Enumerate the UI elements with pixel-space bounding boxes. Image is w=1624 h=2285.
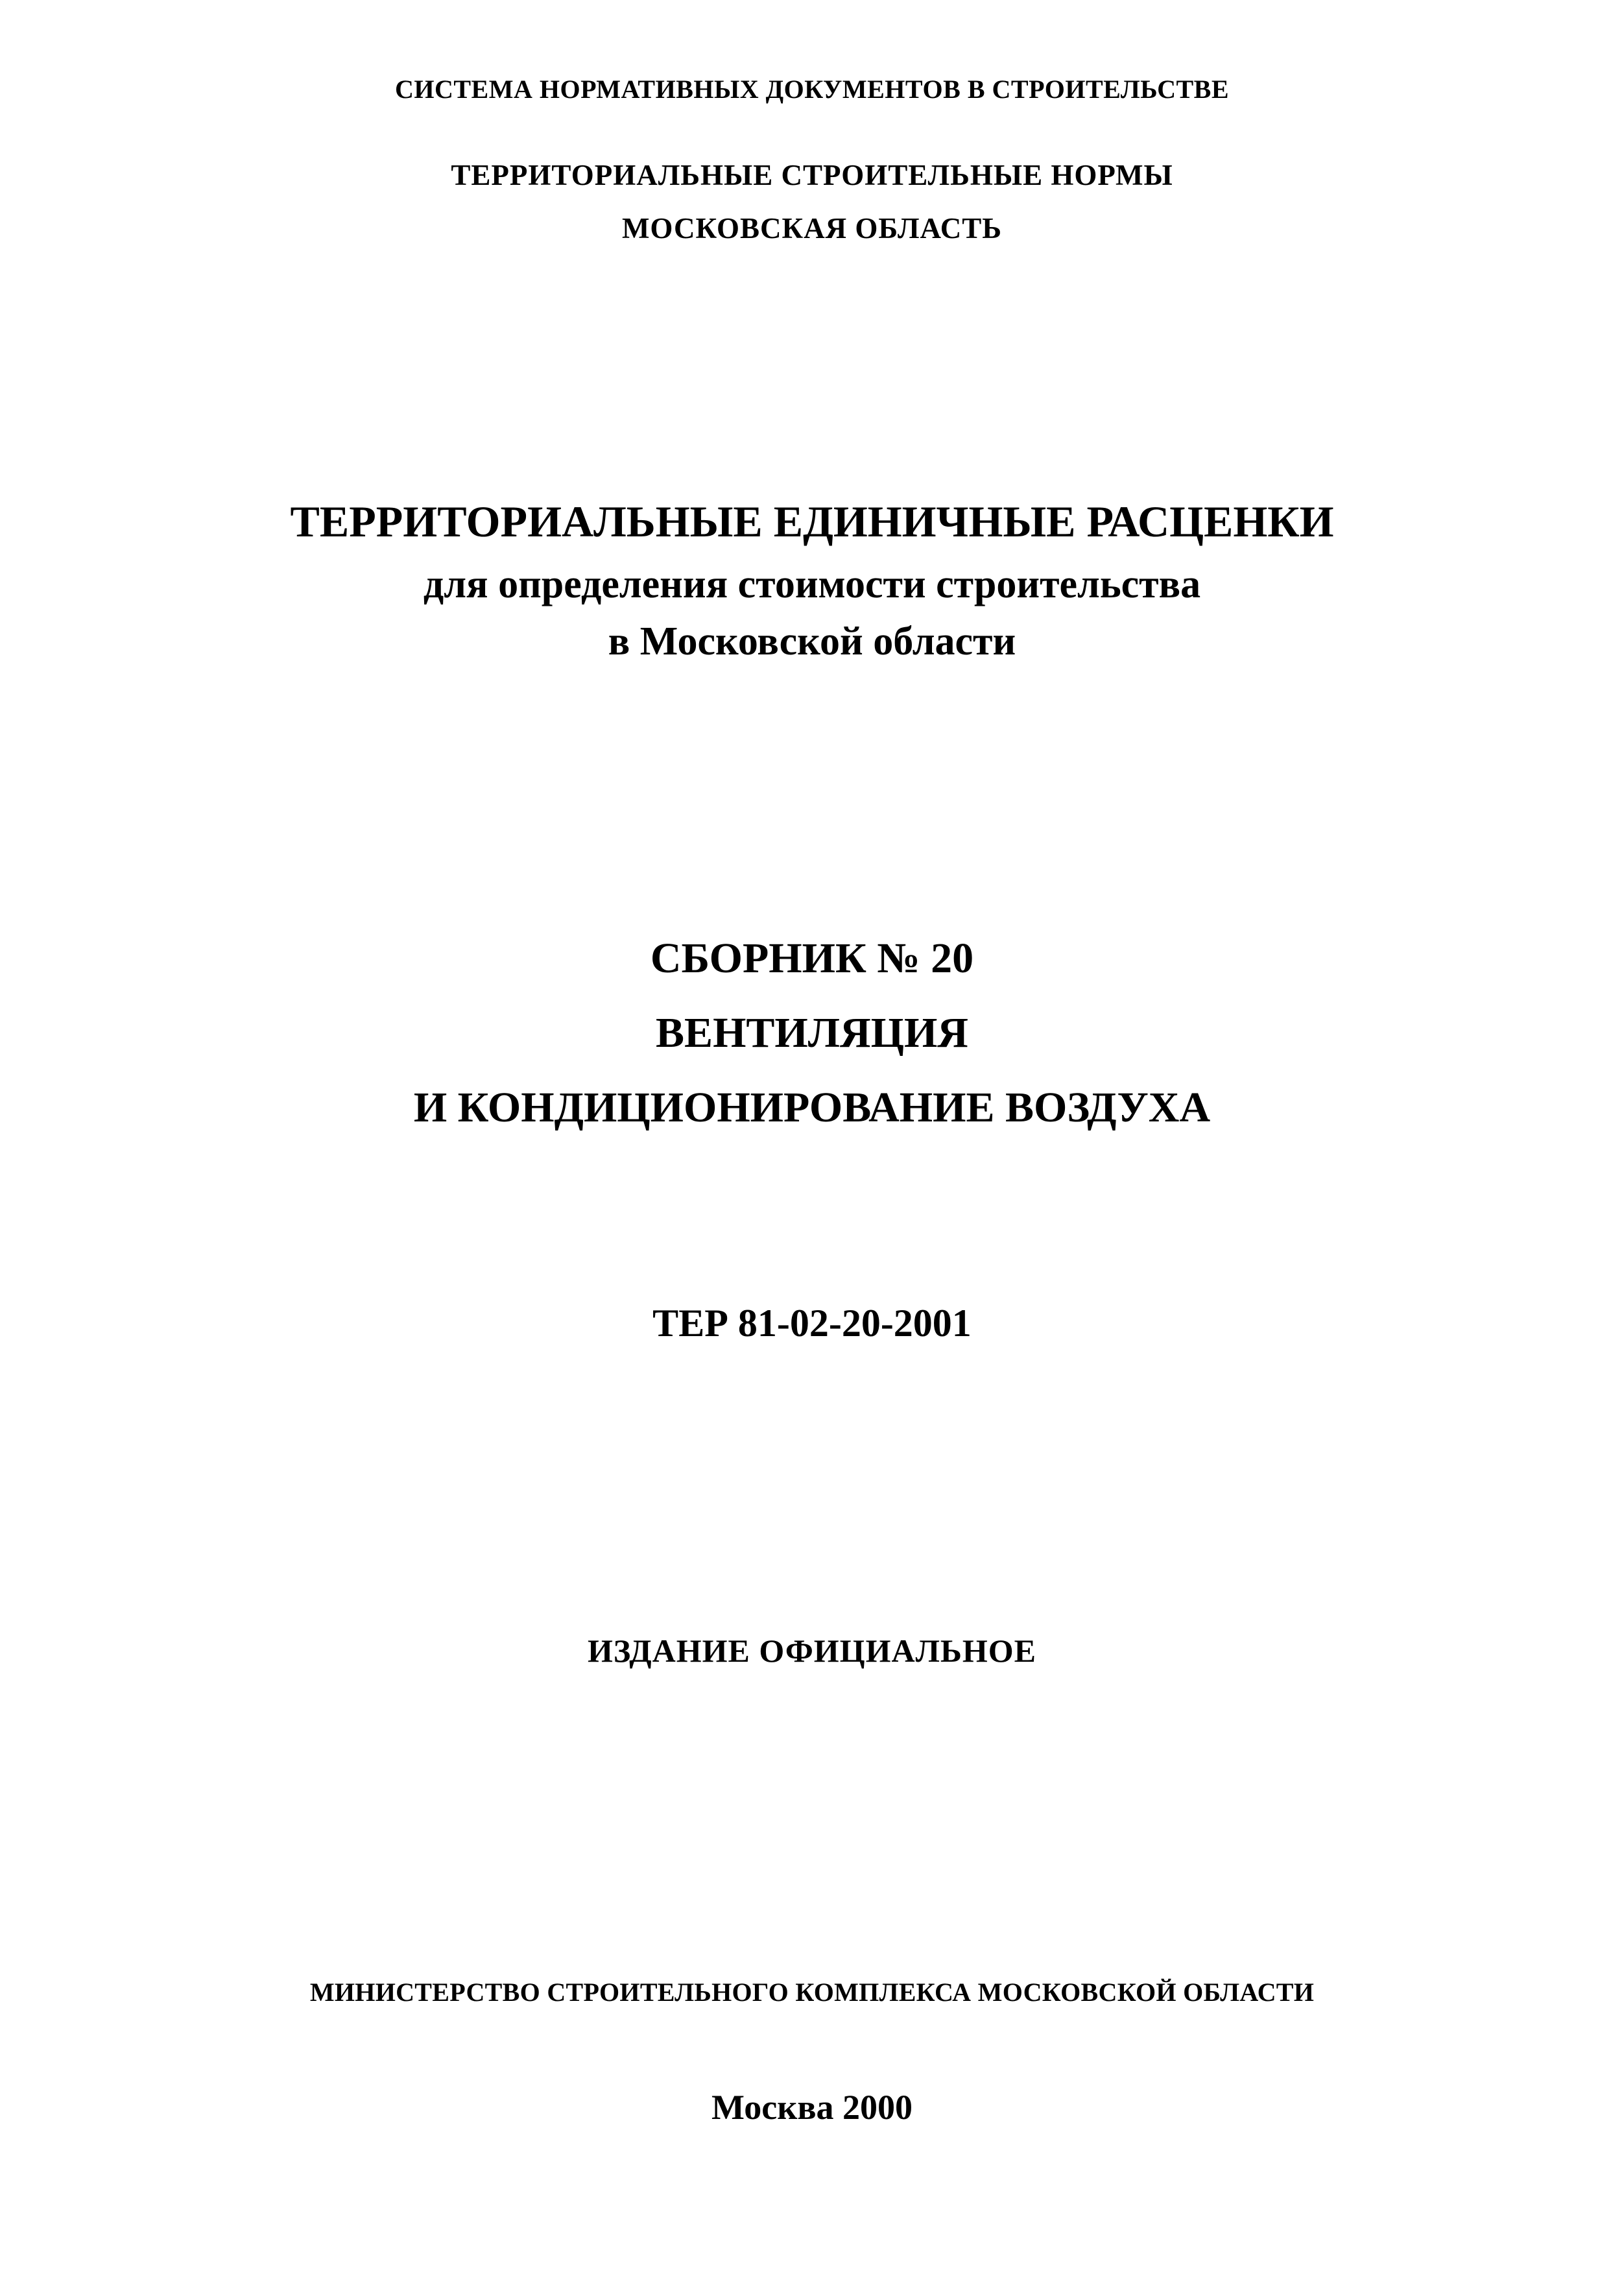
document-subtitle-region: в Московской области bbox=[608, 619, 1016, 664]
document-subtitle: для определения стоимости строительства bbox=[423, 562, 1201, 606]
norms-heading: ТЕРРИТОРИАЛЬНЫЕ СТРОИТЕЛЬНЫЕ НОРМЫ bbox=[451, 159, 1173, 191]
publisher: МИНИСТЕРСТВО СТРОИТЕЛЬНОГО КОМПЛЕКСА МОСКОВСКОЙ ОБЛАСТИ bbox=[309, 1978, 1315, 2007]
city-year: Москва 2000 bbox=[711, 2088, 913, 2127]
region-heading: МОСКОВСКАЯ ОБЛАСТЬ bbox=[621, 212, 1003, 245]
collection-number: СБОРНИК № 20 bbox=[650, 935, 974, 982]
system-heading: СИСТЕМА НОРМАТИВНЫХ ДОКУМЕНТОВ В СТРОИТЕЛЬСТВЕ bbox=[394, 75, 1230, 104]
document-code: ТЕР 81-02-20-2001 bbox=[652, 1302, 972, 1345]
collection-name-line2: И КОНДИЦИОНИРОВАНИЕ ВОЗДУХА bbox=[413, 1084, 1211, 1131]
collection-name-line1: ВЕНТИЛЯЦИЯ bbox=[656, 1009, 968, 1057]
edition-label: ИЗДАНИЕ ОФИЦИАЛЬНОЕ bbox=[587, 1633, 1037, 1669]
document-title: ТЕРРИТОРИАЛЬНЫЕ ЕДИНИЧНЫЕ РАСЦЕНКИ bbox=[290, 497, 1334, 546]
